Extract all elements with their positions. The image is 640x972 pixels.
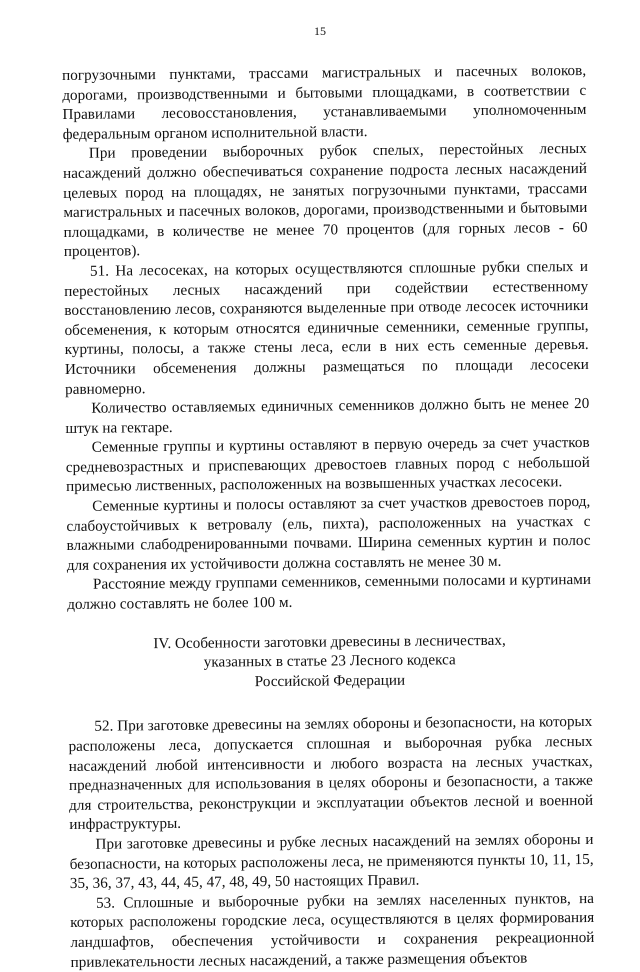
paragraph: При заготовке древесины и рубке лесных насаждений на землях обороны и безопасности, на которых расположены леса, не применяются пункты 10, 11, 15, 35, 36, 37, 43, 44, 45, 47, 48, 49, 50 настоящих Правил. [69,830,594,893]
paragraph-52: 52. При заготовке древесины на землях обороны и безопасности, на которых расположены леса, допускается сплошная и выборочная рубка лесных насаждений любой интенсивности и любого возраста на лесных участках, предназначенных для использования в целях обороны и безопасности, а также для строительства, реконструкции и эксплуатации объектов лесной и военной инфраструктуры. [68,713,594,834]
section-heading-line: IV. Особенности заготовки древесины в лесничествах, [153,631,506,652]
section-heading-line: Российской Федерации [254,671,406,690]
page-number: 15 [314,24,326,38]
section-heading [67,630,592,694]
document-body [62,61,595,972]
paragraph: Количество оставляемых единичных семенников должно быть не менее 20 штук на гектаре. [65,395,590,437]
section-heading-line: указанных в статье 23 Лесного кодекса [203,651,456,671]
paragraph-53: 53. Сплошные и выборочные рубки на землях населенных пунктов, на которых расположены городские леса, осуществляются в целях формирования ландшафтов, обеспечения устойчивости и сохранения рекреационной привлекательности лесных насаждений, а также размещения объектов [70,889,595,971]
paragraph: Семенные куртины и полосы оставляют за счет участков древостоев пород, слабоустойчивых к ветровалу (ель, пихта), расположенных на участках с влажными слабодренированными почвами. Ширина семенных куртин и полос для сохранения их устойчивости должна составлять не менее 30 м. [66,493,591,574]
paragraph-51: 51. На лесосеках, на которых осуществляются сплошные рубки спелых и перестойных лесных насаждений при содействии естественному восстановлению лесов, сохраняются выделенные при отводе лесосек источники обсеменения, к которым относятся единичные семенники, семенные группы, куртины, полосы, а также стены леса, если в них есть семенные деревья. Источники обсеменения должны размещаться по площади лесосеки равномерно. [64,257,589,398]
paragraph: погрузочными пунктами, трассами магистральных и пасечных волоков, дорогами, производственными и бытовыми площадками, в соответствии с Правилами лесовосстановления, устанавливаемыми уполномоченным федеральным органом исполнительной власти. [62,61,587,143]
paragraph: Расстояние между группами семенников, семенными полосами и куртинами должно составлять не более 100 м. [67,571,592,614]
paragraph: При проведении выборочных рубок спелых, перестойных лесных насаждений должно обеспечиваться сохранение подроста лесных насаждений целевых пород на площадях, не занятых погрузочными пунктами, трассами магистральных и пасечных волоков, дорогами, производственными и бытовыми площадками, в количестве не менее 70 процентов (для горных лесов - 60 процентов). [62,140,588,261]
paragraph: Семенные группы и куртины оставляют в первую очередь за счет участков средневозрастных и приспевающих древостоев главных пород с небольшой примесью лиственных, расположенных на возвышенных участках лесосеки. [65,434,590,496]
